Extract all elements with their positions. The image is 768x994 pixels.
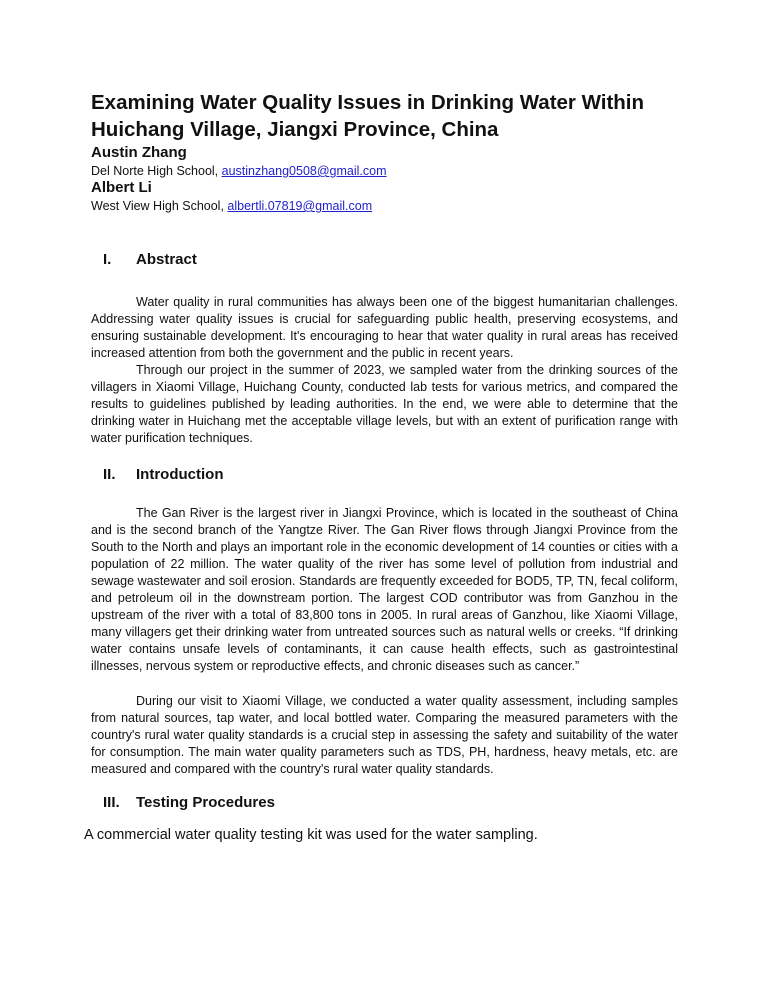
introduction-paragraph-2: During our visit to Xiaomi Village, we conducted a water quality assessment, including samples from natural sources, tap water, and local bottled water. Comparing the measured parameters with the country's rural water quality standards is a crucial step in assessing the safety and suitability of the water for consumption. The main water quality parameters such as TDS, PH, hardness, heavy metals, etc. are measured and compared with the country's rural water quality standards. xyxy=(91,694,678,776)
author-affiliation-1 xyxy=(91,163,387,179)
testing-procedures-paragraph-1: A commercial water quality testing kit was used for the water sampling. xyxy=(84,827,538,843)
section-title: Testing Procedures xyxy=(136,794,275,811)
introduction-paragraph-1: The Gan River is the largest river in Jiangxi Province, which is located in the southeast of China and is the second branch of the Yangtze River. The Gan River flows through Jiangxi Province from the South to the North and plays an important role in the economic development of 14 counties or cities with a population of 22 million. The water quality of the river has some level of pollution from industrial and sewage wastewater and soil erosion. Standards are frequently exceeded for BOD5, TP, TN, fecal coliform, and petroleum oil in the downstream portion. The largest COD contributor was from Ganzhou in the upstream of the river with a total of 83,800 tons in 2005. In rural areas of Ganzhou, like Xiaomi Village, many villagers get their drinking water from untreated sources such as natural wells or creeks. “If drinking water contains unsafe levels of contaminants, it can cause health effects, such as gastrointestinal illnesses, nervous system or reproductive effects, and chronic diseases such as cancer.” xyxy=(91,506,678,673)
author-name-2: Albert Li xyxy=(91,179,152,196)
section-heading-abstract xyxy=(103,251,197,269)
section-heading-introduction xyxy=(103,466,223,484)
paper-title: Examining Water Quality Issues in Drinking Water Within Huichang Village, Jiangxi Province, China xyxy=(91,91,645,141)
section-number: III. xyxy=(103,794,120,811)
abstract-paragraph-1: Water quality in rural communities has always been one of the biggest humanitarian challenges. Addressing water quality issues is crucial for safeguarding public health, preserving ecosystems, and ensuring sustainable development. It's encouraging to hear that water quality in rural areas has received increased attention from both the government and the public in recent years. xyxy=(91,295,678,360)
author-email-link-1[interactable]: austinzhang0508@gmail.com xyxy=(221,164,387,178)
affiliation-text: Del Norte High School, xyxy=(91,164,222,178)
affiliation-text: West View High School, xyxy=(91,199,228,213)
section-number: II. xyxy=(103,466,116,483)
section-heading-testing-procedures xyxy=(103,794,275,812)
author-affiliation-2 xyxy=(91,198,372,214)
section-number: I. xyxy=(103,251,112,268)
section-title: Introduction xyxy=(136,466,224,483)
section-title: Abstract xyxy=(136,251,197,268)
author-name-1: Austin Zhang xyxy=(91,144,187,161)
author-email-link-2[interactable]: albertli.07819@gmail.com xyxy=(227,199,373,213)
abstract-paragraph-2: Through our project in the summer of 2023, we sampled water from the drinking sources of the villagers in Xiaomi Village, Huichang County, conducted lab tests for various metrics, and compared the results to guidelines published by leading authorities. In the end, we were able to determine that the drinking water in Huichang met the acceptable village levels, but with an extent of purification range with water purification techniques. xyxy=(91,363,678,445)
